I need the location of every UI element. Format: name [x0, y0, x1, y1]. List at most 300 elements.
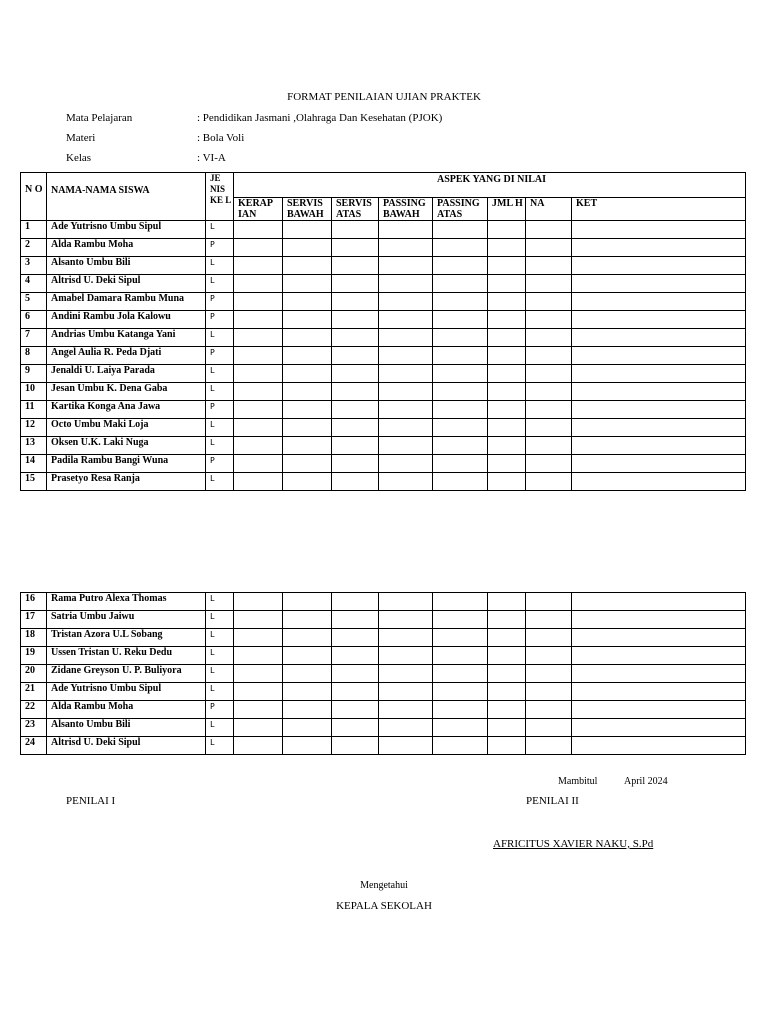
table-row [21, 293, 746, 311]
row-no: 5 [21, 293, 47, 311]
table-body-page1 [21, 221, 746, 491]
score-cell[interactable] [433, 701, 488, 719]
score-cell[interactable] [572, 629, 746, 647]
score-cell[interactable] [572, 611, 746, 629]
score-cell[interactable] [526, 665, 572, 683]
score-cell[interactable] [488, 437, 526, 455]
score-cell[interactable] [283, 629, 332, 647]
row-jenis-kelamin: P [206, 455, 234, 473]
score-cell[interactable] [433, 593, 488, 611]
header-nama: NAMA-NAMA SISWA [47, 173, 206, 221]
score-cell[interactable] [379, 593, 433, 611]
row-jenis-kelamin: P [206, 701, 234, 719]
score-cell[interactable] [234, 719, 283, 737]
score-cell[interactable] [234, 737, 283, 755]
score-cell[interactable] [332, 257, 379, 275]
score-cell[interactable] [572, 221, 746, 239]
row-nama: Angel Aulia R. Peda Djati [47, 347, 206, 365]
table-row [21, 629, 746, 647]
score-cell[interactable] [332, 455, 379, 473]
score-cell[interactable] [488, 365, 526, 383]
row-no: 1 [21, 221, 47, 239]
table-row [21, 239, 746, 257]
score-cell[interactable] [234, 347, 283, 365]
score-cell[interactable] [572, 473, 746, 491]
score-cell[interactable] [283, 347, 332, 365]
row-nama: Jesan Umbu K. Dena Gaba [47, 383, 206, 401]
score-cell[interactable] [379, 383, 433, 401]
table-row [21, 473, 746, 491]
score-cell[interactable] [488, 401, 526, 419]
score-cell[interactable] [234, 221, 283, 239]
score-cell[interactable] [332, 665, 379, 683]
score-cell[interactable] [433, 347, 488, 365]
score-cell[interactable] [488, 275, 526, 293]
score-cell[interactable] [526, 683, 572, 701]
meta-label: Materi [66, 132, 96, 144]
score-cell[interactable] [526, 257, 572, 275]
score-cell[interactable] [332, 647, 379, 665]
score-cell[interactable] [572, 401, 746, 419]
score-cell[interactable] [283, 701, 332, 719]
row-jenis-kelamin: P [206, 401, 234, 419]
row-jenis-kelamin: L [206, 593, 234, 611]
score-cell[interactable] [234, 329, 283, 347]
row-nama: Amabel Damara Rambu Muna [47, 293, 206, 311]
row-no: 15 [21, 473, 47, 491]
row-jenis-kelamin: L [206, 437, 234, 455]
row-nama: Altrisd U. Deki Sipul [47, 275, 206, 293]
score-cell[interactable] [526, 437, 572, 455]
score-cell[interactable] [433, 737, 488, 755]
row-no: 9 [21, 365, 47, 383]
score-cell[interactable] [379, 239, 433, 257]
header-ket: KET [572, 198, 746, 221]
score-cell[interactable] [572, 719, 746, 737]
score-cell[interactable] [488, 347, 526, 365]
header-na: NA [526, 198, 572, 221]
meta-value: : Pendidikan Jasmani ,Olahraga Dan Kesehatan (PJOK) [197, 112, 443, 124]
table-row [21, 311, 746, 329]
score-cell[interactable] [433, 665, 488, 683]
row-no: 20 [21, 665, 47, 683]
score-cell[interactable] [234, 455, 283, 473]
score-cell[interactable] [234, 683, 283, 701]
score-cell[interactable] [234, 593, 283, 611]
score-cell[interactable] [379, 719, 433, 737]
score-cell[interactable] [234, 473, 283, 491]
assessment-table-page1 [20, 172, 746, 491]
score-cell[interactable] [283, 647, 332, 665]
row-no: 21 [21, 683, 47, 701]
score-cell[interactable] [283, 311, 332, 329]
table-row [21, 665, 746, 683]
score-cell[interactable] [433, 329, 488, 347]
score-cell[interactable] [379, 683, 433, 701]
table-row [21, 737, 746, 755]
score-cell[interactable] [234, 665, 283, 683]
score-cell[interactable] [526, 647, 572, 665]
score-cell[interactable] [526, 401, 572, 419]
score-cell[interactable] [379, 365, 433, 383]
score-cell[interactable] [283, 401, 332, 419]
score-cell[interactable] [433, 383, 488, 401]
row-no: 11 [21, 401, 47, 419]
score-cell[interactable] [283, 239, 332, 257]
score-cell[interactable] [488, 629, 526, 647]
header-aspek: ASPEK YANG DI NILAI [234, 173, 746, 198]
score-cell[interactable] [332, 419, 379, 437]
table-row [21, 437, 746, 455]
score-cell[interactable] [234, 275, 283, 293]
row-no: 10 [21, 383, 47, 401]
row-nama: Alsanto Umbu Bili [47, 719, 206, 737]
score-cell[interactable] [332, 275, 379, 293]
header-jenis-kelamin: JE NIS KE L [206, 173, 234, 221]
row-jenis-kelamin: L [206, 329, 234, 347]
score-cell[interactable] [234, 311, 283, 329]
score-cell[interactable] [283, 437, 332, 455]
table-row [21, 347, 746, 365]
score-cell[interactable] [379, 311, 433, 329]
row-jenis-kelamin: P [206, 293, 234, 311]
score-cell[interactable] [488, 473, 526, 491]
score-cell[interactable] [433, 257, 488, 275]
score-cell[interactable] [572, 311, 746, 329]
score-cell[interactable] [234, 383, 283, 401]
score-cell[interactable] [433, 437, 488, 455]
row-nama: Prasetyo Resa Ranja [47, 473, 206, 491]
score-cell[interactable] [488, 311, 526, 329]
score-cell[interactable] [488, 383, 526, 401]
table-row [21, 611, 746, 629]
row-nama: Satria Umbu Jaiwu [47, 611, 206, 629]
score-cell[interactable] [283, 419, 332, 437]
score-cell[interactable] [526, 293, 572, 311]
score-cell[interactable] [433, 311, 488, 329]
score-cell[interactable] [283, 593, 332, 611]
score-cell[interactable] [433, 719, 488, 737]
kepala-sekolah-label: KEPALA SEKOLAH [336, 900, 432, 912]
score-cell[interactable] [332, 719, 379, 737]
score-cell[interactable] [488, 665, 526, 683]
score-cell[interactable] [332, 347, 379, 365]
score-cell[interactable] [332, 473, 379, 491]
document-title: FORMAT PENILAIAN UJIAN PRAKTEK [287, 91, 481, 103]
row-nama: Jenaldi U. Laiya Parada [47, 365, 206, 383]
row-nama: Kartika Konga Ana Jawa [47, 401, 206, 419]
score-cell[interactable] [572, 257, 746, 275]
score-cell[interactable] [526, 221, 572, 239]
score-cell[interactable] [332, 383, 379, 401]
score-cell[interactable] [332, 311, 379, 329]
header-servis-atas: SERVIS ATAS [332, 198, 379, 221]
score-cell[interactable] [234, 239, 283, 257]
score-cell[interactable] [379, 629, 433, 647]
row-jenis-kelamin: P [206, 347, 234, 365]
table-row [21, 455, 746, 473]
row-no: 14 [21, 455, 47, 473]
row-jenis-kelamin: L [206, 665, 234, 683]
row-jenis-kelamin: L [206, 365, 234, 383]
score-cell[interactable] [488, 593, 526, 611]
row-nama: Alda Rambu Moha [47, 701, 206, 719]
score-cell[interactable] [234, 611, 283, 629]
row-nama: Alda Rambu Moha [47, 239, 206, 257]
score-cell[interactable] [488, 455, 526, 473]
score-cell[interactable] [283, 329, 332, 347]
mengetahui-label: Mengetahui [360, 880, 408, 891]
score-cell[interactable] [526, 329, 572, 347]
score-cell[interactable] [433, 401, 488, 419]
score-cell[interactable] [526, 419, 572, 437]
score-cell[interactable] [379, 473, 433, 491]
score-cell[interactable] [283, 665, 332, 683]
row-nama: Andrias Umbu Katanga Yani [47, 329, 206, 347]
score-cell[interactable] [526, 629, 572, 647]
score-cell[interactable] [379, 221, 433, 239]
score-cell[interactable] [234, 647, 283, 665]
score-cell[interactable] [234, 629, 283, 647]
meta-label: Kelas [66, 152, 92, 164]
score-cell[interactable] [572, 347, 746, 365]
score-cell[interactable] [488, 701, 526, 719]
score-cell[interactable] [433, 611, 488, 629]
score-cell[interactable] [283, 611, 332, 629]
score-cell[interactable] [526, 455, 572, 473]
score-cell[interactable] [526, 383, 572, 401]
row-no: 12 [21, 419, 47, 437]
row-no: 19 [21, 647, 47, 665]
score-cell[interactable] [283, 275, 332, 293]
row-nama: Ussen Tristan U. Reku Dedu [47, 647, 206, 665]
score-cell[interactable] [332, 611, 379, 629]
score-cell[interactable] [379, 647, 433, 665]
score-cell[interactable] [433, 473, 488, 491]
score-cell[interactable] [572, 329, 746, 347]
row-nama: Tristan Azora U.L Sobang [47, 629, 206, 647]
score-cell[interactable] [488, 683, 526, 701]
score-cell[interactable] [234, 401, 283, 419]
score-cell[interactable] [283, 455, 332, 473]
row-jenis-kelamin: L [206, 737, 234, 755]
score-cell[interactable] [283, 683, 332, 701]
score-cell[interactable] [433, 239, 488, 257]
table-row [21, 401, 746, 419]
penilai-2-label: PENILAI II [526, 795, 579, 807]
score-cell[interactable] [234, 437, 283, 455]
header-kerapian: KERAP IAN [234, 198, 283, 221]
score-cell[interactable] [234, 293, 283, 311]
score-cell[interactable] [433, 647, 488, 665]
score-cell[interactable] [283, 221, 332, 239]
score-cell[interactable] [526, 473, 572, 491]
score-cell[interactable] [379, 275, 433, 293]
assessment-table-page2 [20, 592, 746, 755]
row-no: 24 [21, 737, 47, 755]
score-cell[interactable] [488, 221, 526, 239]
score-cell[interactable] [283, 293, 332, 311]
score-cell[interactable] [379, 665, 433, 683]
table-row [21, 275, 746, 293]
row-jenis-kelamin: P [206, 239, 234, 257]
score-cell[interactable] [572, 737, 746, 755]
score-cell[interactable] [332, 737, 379, 755]
score-cell[interactable] [488, 239, 526, 257]
score-cell[interactable] [488, 419, 526, 437]
score-cell[interactable] [572, 593, 746, 611]
score-cell[interactable] [526, 701, 572, 719]
score-cell[interactable] [572, 419, 746, 437]
row-no: 22 [21, 701, 47, 719]
row-jenis-kelamin: L [206, 257, 234, 275]
score-cell[interactable] [526, 719, 572, 737]
score-cell[interactable] [488, 329, 526, 347]
score-cell[interactable] [433, 629, 488, 647]
score-cell[interactable] [283, 473, 332, 491]
row-jenis-kelamin: L [206, 383, 234, 401]
score-cell[interactable] [283, 737, 332, 755]
score-cell[interactable] [433, 683, 488, 701]
score-cell[interactable] [332, 239, 379, 257]
row-jenis-kelamin: L [206, 629, 234, 647]
score-cell[interactable] [379, 401, 433, 419]
row-no: 23 [21, 719, 47, 737]
row-jenis-kelamin: L [206, 473, 234, 491]
score-cell[interactable] [234, 365, 283, 383]
score-cell[interactable] [572, 365, 746, 383]
meta-value: : Bola Voli [197, 132, 245, 144]
score-cell[interactable] [526, 593, 572, 611]
score-cell[interactable] [572, 647, 746, 665]
row-jenis-kelamin: L [206, 611, 234, 629]
row-nama: Padila Rambu Bangi Wuna [47, 455, 206, 473]
score-cell[interactable] [433, 419, 488, 437]
score-cell[interactable] [572, 701, 746, 719]
score-cell[interactable] [332, 683, 379, 701]
table-row [21, 683, 746, 701]
header-no: N O [21, 173, 47, 221]
table-row [21, 593, 746, 611]
score-cell[interactable] [488, 257, 526, 275]
score-cell[interactable] [234, 419, 283, 437]
header-passing-atas: PASSING ATAS [433, 198, 488, 221]
score-cell[interactable] [332, 437, 379, 455]
table-row [21, 221, 746, 239]
table-row [21, 383, 746, 401]
score-cell[interactable] [526, 239, 572, 257]
score-cell[interactable] [379, 737, 433, 755]
score-cell[interactable] [488, 719, 526, 737]
row-no: 2 [21, 239, 47, 257]
score-cell[interactable] [433, 221, 488, 239]
row-jenis-kelamin: L [206, 275, 234, 293]
score-cell[interactable] [526, 365, 572, 383]
score-cell[interactable] [433, 275, 488, 293]
score-cell[interactable] [379, 701, 433, 719]
score-cell[interactable] [332, 629, 379, 647]
row-jenis-kelamin: L [206, 719, 234, 737]
score-cell[interactable] [332, 293, 379, 311]
score-cell[interactable] [526, 611, 572, 629]
score-cell[interactable] [488, 293, 526, 311]
score-cell[interactable] [572, 239, 746, 257]
score-cell[interactable] [332, 221, 379, 239]
score-cell[interactable] [379, 257, 433, 275]
meta-label: Mata Pelajaran [66, 112, 133, 124]
table-row [21, 419, 746, 437]
score-cell[interactable] [488, 647, 526, 665]
row-jenis-kelamin: L [206, 419, 234, 437]
score-cell[interactable] [283, 257, 332, 275]
score-cell[interactable] [433, 365, 488, 383]
header-passing-bawah: PASSING BAWAH [379, 198, 433, 221]
score-cell[interactable] [283, 719, 332, 737]
score-cell[interactable] [526, 737, 572, 755]
score-cell[interactable] [526, 275, 572, 293]
table-row [21, 365, 746, 383]
table-row [21, 647, 746, 665]
score-cell[interactable] [433, 293, 488, 311]
penilai-1-label: PENILAI I [66, 795, 116, 807]
score-cell[interactable] [526, 347, 572, 365]
signature-place: Mambitul [558, 776, 598, 787]
score-cell[interactable] [379, 455, 433, 473]
score-cell[interactable] [234, 257, 283, 275]
row-nama: Altrisd U. Deki Sipul [47, 737, 206, 755]
row-no: 17 [21, 611, 47, 629]
row-nama: Ade Yutrisno Umbu Sipul [47, 221, 206, 239]
score-cell[interactable] [379, 347, 433, 365]
score-cell[interactable] [433, 455, 488, 473]
score-cell[interactable] [379, 611, 433, 629]
score-cell[interactable] [572, 275, 746, 293]
score-cell[interactable] [332, 329, 379, 347]
table-row [21, 719, 746, 737]
score-cell[interactable] [332, 401, 379, 419]
score-cell[interactable] [379, 419, 433, 437]
score-cell[interactable] [572, 683, 746, 701]
score-cell[interactable] [332, 593, 379, 611]
score-cell[interactable] [332, 365, 379, 383]
row-no: 13 [21, 437, 47, 455]
header-servis-bawah: SERVIS BAWAH [283, 198, 332, 221]
score-cell[interactable] [572, 665, 746, 683]
table-body-page2 [21, 593, 746, 755]
row-nama: Rama Putro Alexa Thomas [47, 593, 206, 611]
score-cell[interactable] [572, 455, 746, 473]
row-nama: Andini Rambu Jola Kalowu [47, 311, 206, 329]
score-cell[interactable] [488, 737, 526, 755]
table-row [21, 329, 746, 347]
row-no: 16 [21, 593, 47, 611]
row-jenis-kelamin: P [206, 311, 234, 329]
score-cell[interactable] [332, 701, 379, 719]
score-cell[interactable] [283, 383, 332, 401]
score-cell[interactable] [234, 701, 283, 719]
score-cell[interactable] [283, 365, 332, 383]
score-cell[interactable] [526, 311, 572, 329]
score-cell[interactable] [572, 437, 746, 455]
score-cell[interactable] [379, 437, 433, 455]
score-cell[interactable] [488, 611, 526, 629]
score-cell[interactable] [379, 329, 433, 347]
score-cell[interactable] [572, 383, 746, 401]
score-cell[interactable] [379, 293, 433, 311]
score-cell[interactable] [572, 293, 746, 311]
header-jml: JML H [488, 198, 526, 221]
meta-value: : VI-A [197, 152, 226, 164]
